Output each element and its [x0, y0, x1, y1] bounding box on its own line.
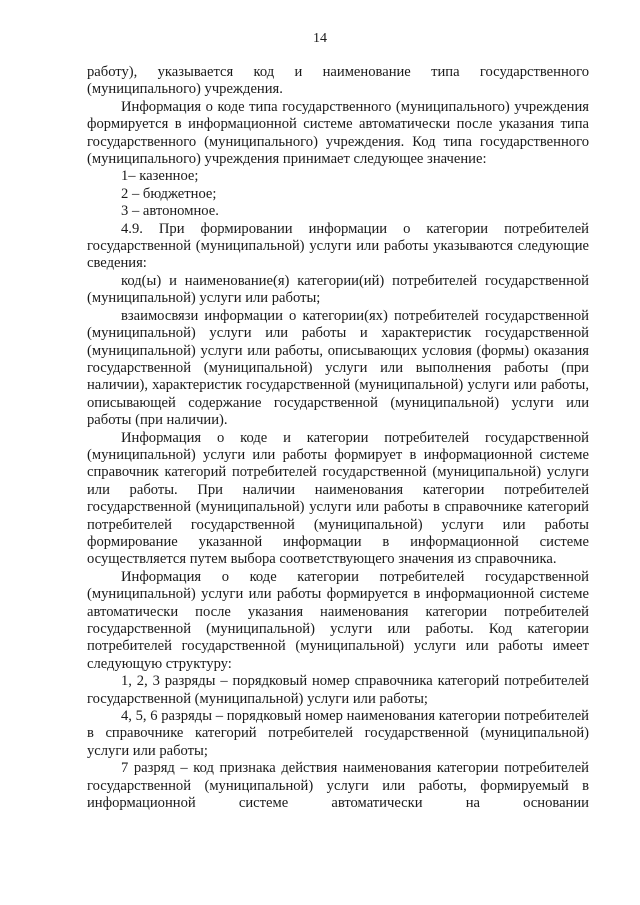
paragraph-relationships: взаимосвязи информации о категории(ях) потребителей государственной (муниципальной) услуги или работы и характеристик государственной (муниципальной) услуги или работы, описывающих условия (формы) оказания государственной (муниципальной) услуги или выполнения работы (при наличии), характеристик государственной (муниципальной) услуги или работы, описывающей содержание государственной (муниципальной) услуги или работы (при наличии). — [87, 307, 589, 429]
paragraph-digits-1-3: 1, 2, 3 разряды – порядковый номер справочника категорий потребителей государственной (муниципальной) услуги или работы; — [87, 673, 589, 707]
paragraph-type-code-info: Информация о коде типа государственного (муниципального) учреждения формируется в информационной системе автоматически после указания типа государственного (муниципального) учреждения. Код типа государственного (муниципального) учреждения принимает следующее значение: — [87, 98, 589, 168]
paragraph-code-structure: Информация о коде категории потребителей государственной (муниципальной) услуги или работы формируется в информационной системе автоматически после указания наименования категории потребителей государственной (муниципальной) услуги или работы. Код категории потребителей государственной (муниципальной) услуги или работы имеет следующую структуру: — [87, 568, 589, 672]
list-item-kazennoe: 1– казенное; — [121, 168, 199, 185]
paragraph-section-4-9: 4.9. При формировании информации о категории потребителей государственной (муниципальной) услуги или работы указываются следующие сведения: — [87, 220, 589, 272]
paragraph-digit-7: 7 разряд – код признака действия наименования категории потребителей государственной (муниципальной) услуги или работы, формируемый в информационной системе автоматически на основании — [87, 760, 589, 812]
list-item-avtonomnoe: 3 – автономное. — [121, 203, 219, 220]
paragraph-continuation: работу), указывается код и наименование типа государственного (муниципального) учреждения. — [87, 64, 589, 98]
list-item-byudzhetnoe: 2 – бюджетное; — [121, 185, 217, 202]
page-number: 14 — [313, 31, 327, 46]
paragraph-category-codes: код(ы) и наименование(я) категории(ий) потребителей государственной (муниципальной) услуги или работы; — [87, 272, 589, 307]
paragraph-digits-4-6: 4, 5, 6 разряды – порядковый номер наименования категории потребителей в справочнике категорий потребителей государственной (муниципальной) услуги или работы; — [87, 708, 589, 759]
paragraph-reference-book: Информация о коде и категории потребителей государственной (муниципальной) услуги или работы формирует в информационной системе справочник категорий потребителей государственной (муниципальной) услуги или работы. При наличии наименования категории потребителей государственной (муниципальной) услуги или работы в справочнике категорий потребителей государственной (муниципальной) услуги или работы формирование указанной информации в информационной системе осуществляется путем выбора соответствующего значения из справочника. — [87, 429, 589, 568]
document-body — [87, 64, 589, 812]
